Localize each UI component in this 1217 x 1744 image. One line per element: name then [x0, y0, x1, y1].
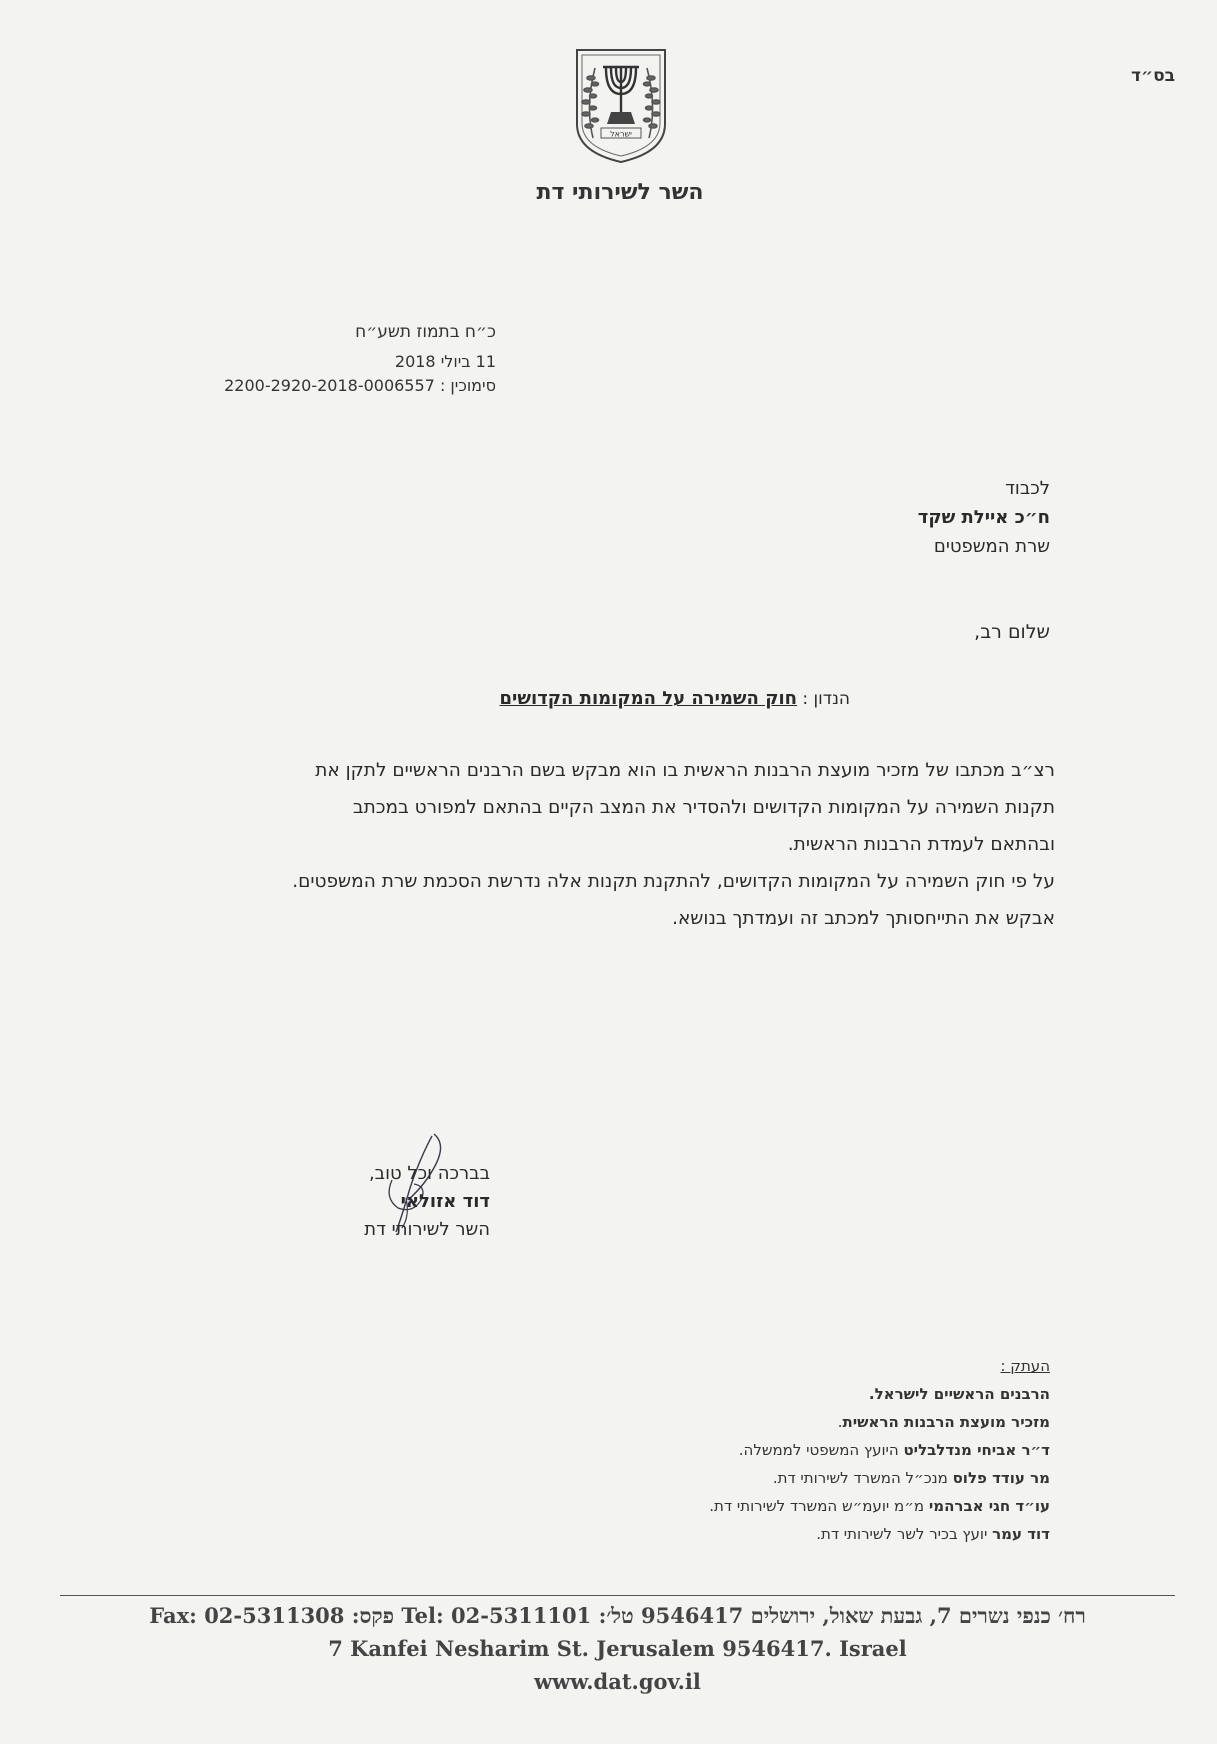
emblem-inscription: ישראל	[610, 129, 632, 139]
reference-line	[196, 374, 496, 398]
copy-recipient-name: הרבנים הראשיים לישראל.	[868, 1385, 1050, 1403]
date-block	[196, 320, 496, 398]
subject-line	[250, 688, 850, 709]
addressee-role: שרת המשפטים	[933, 536, 1050, 557]
copy-recipient-name: מר עודד פלוס	[952, 1469, 1050, 1487]
closing-block	[330, 1160, 490, 1244]
hebrew-date: כ״ח בתמוז תשע״ח	[355, 322, 496, 342]
copies-block	[490, 1352, 1050, 1548]
copy-recipient-name: דוד עמר	[992, 1525, 1050, 1543]
signer-title: השר לשירותי דת	[364, 1219, 490, 1240]
copy-recipient-name: עו״ד חגי אברהמי	[928, 1497, 1050, 1515]
letter-body	[200, 752, 1055, 937]
greeting: שלום רב,	[974, 621, 1050, 643]
footer-address-hebrew: רח׳ כנפי נשרים 7, גבעת שאול, ירושלים 9546417 טל׳: 02-5311101 :Tel פקס: 02-5311308 :Fax	[149, 1603, 1086, 1628]
copy-recipient-role: מ״מ יועמ״ש המשרד לשירותי דת.	[709, 1497, 929, 1515]
reference-label: סימוכין :	[439, 376, 496, 395]
copy-recipient-role: מנכ״ל המשרד לשירותי דת.	[772, 1469, 953, 1487]
body-paragraph: על פי חוק השמירה על המקומות הקדושים, להתקנת תקנות אלה נדרשת הסכמת שרת המשפטים.	[292, 871, 1055, 892]
copy-recipient	[490, 1464, 1050, 1492]
copy-recipient-name: מזכיר מועצת הרבנות הראשית	[842, 1413, 1050, 1431]
closing-regards: בברכה וכל טוב,	[368, 1163, 490, 1184]
body-line: ובהתאם לעמדת הרבנות הראשית.	[787, 834, 1055, 855]
signer-name: דוד אזולאי	[400, 1191, 490, 1212]
copy-recipient	[490, 1436, 1050, 1464]
body-line: תקנות השמירה על המקומות הקדושים ולהסדיר את המצב הקיים בהתאם למפורט במכתב	[352, 797, 1055, 818]
gregorian-date: 11 ביולי 2018	[394, 352, 496, 371]
footer-divider	[60, 1595, 1175, 1596]
copy-recipient-role: .	[837, 1413, 843, 1431]
addressee-name: ח״כ איילת שקד	[917, 507, 1050, 528]
footer-address-english: 7 Kanfei Nesharim St. Jerusalem 9546417. Israel	[328, 1636, 907, 1661]
copy-recipient	[490, 1492, 1050, 1520]
copy-recipient-role: יועץ בכיר לשר לשירותי דת.	[816, 1525, 993, 1543]
copy-recipient-name: ד״ר אביחי מנדלבליט	[903, 1441, 1050, 1459]
addressee-block	[730, 474, 1050, 561]
subject-title: חוק השמירה על המקומות הקדושים	[499, 688, 797, 709]
copy-recipient	[490, 1520, 1050, 1548]
copy-recipient	[490, 1408, 1050, 1436]
bsd-mark: בס״ד	[1131, 66, 1175, 86]
copies-label: העתק :	[1000, 1357, 1050, 1375]
footer-website: www.dat.gov.il	[534, 1669, 701, 1694]
body-paragraph: אבקש את התייחסותך למכתב זה ועמדתך בנושא.	[672, 908, 1055, 929]
reference-number: 2200-2920-2018-0006557	[224, 376, 435, 395]
copy-recipient-role: היועץ המשפטי לממשלה.	[738, 1441, 904, 1459]
emblem-of-israel-icon	[571, 46, 671, 164]
addressee-salutation: לכבוד	[1005, 478, 1050, 499]
subject-label: הנדון :	[802, 689, 850, 709]
ministry-heading: השר לשירותי דת	[536, 180, 704, 205]
copy-recipient	[490, 1380, 1050, 1408]
body-line: רצ״ב מכתבו של מזכיר מועצת הרבנות הראשית בו הוא מבקש בשם הרבנים הראשיים לתקן את	[315, 760, 1055, 781]
